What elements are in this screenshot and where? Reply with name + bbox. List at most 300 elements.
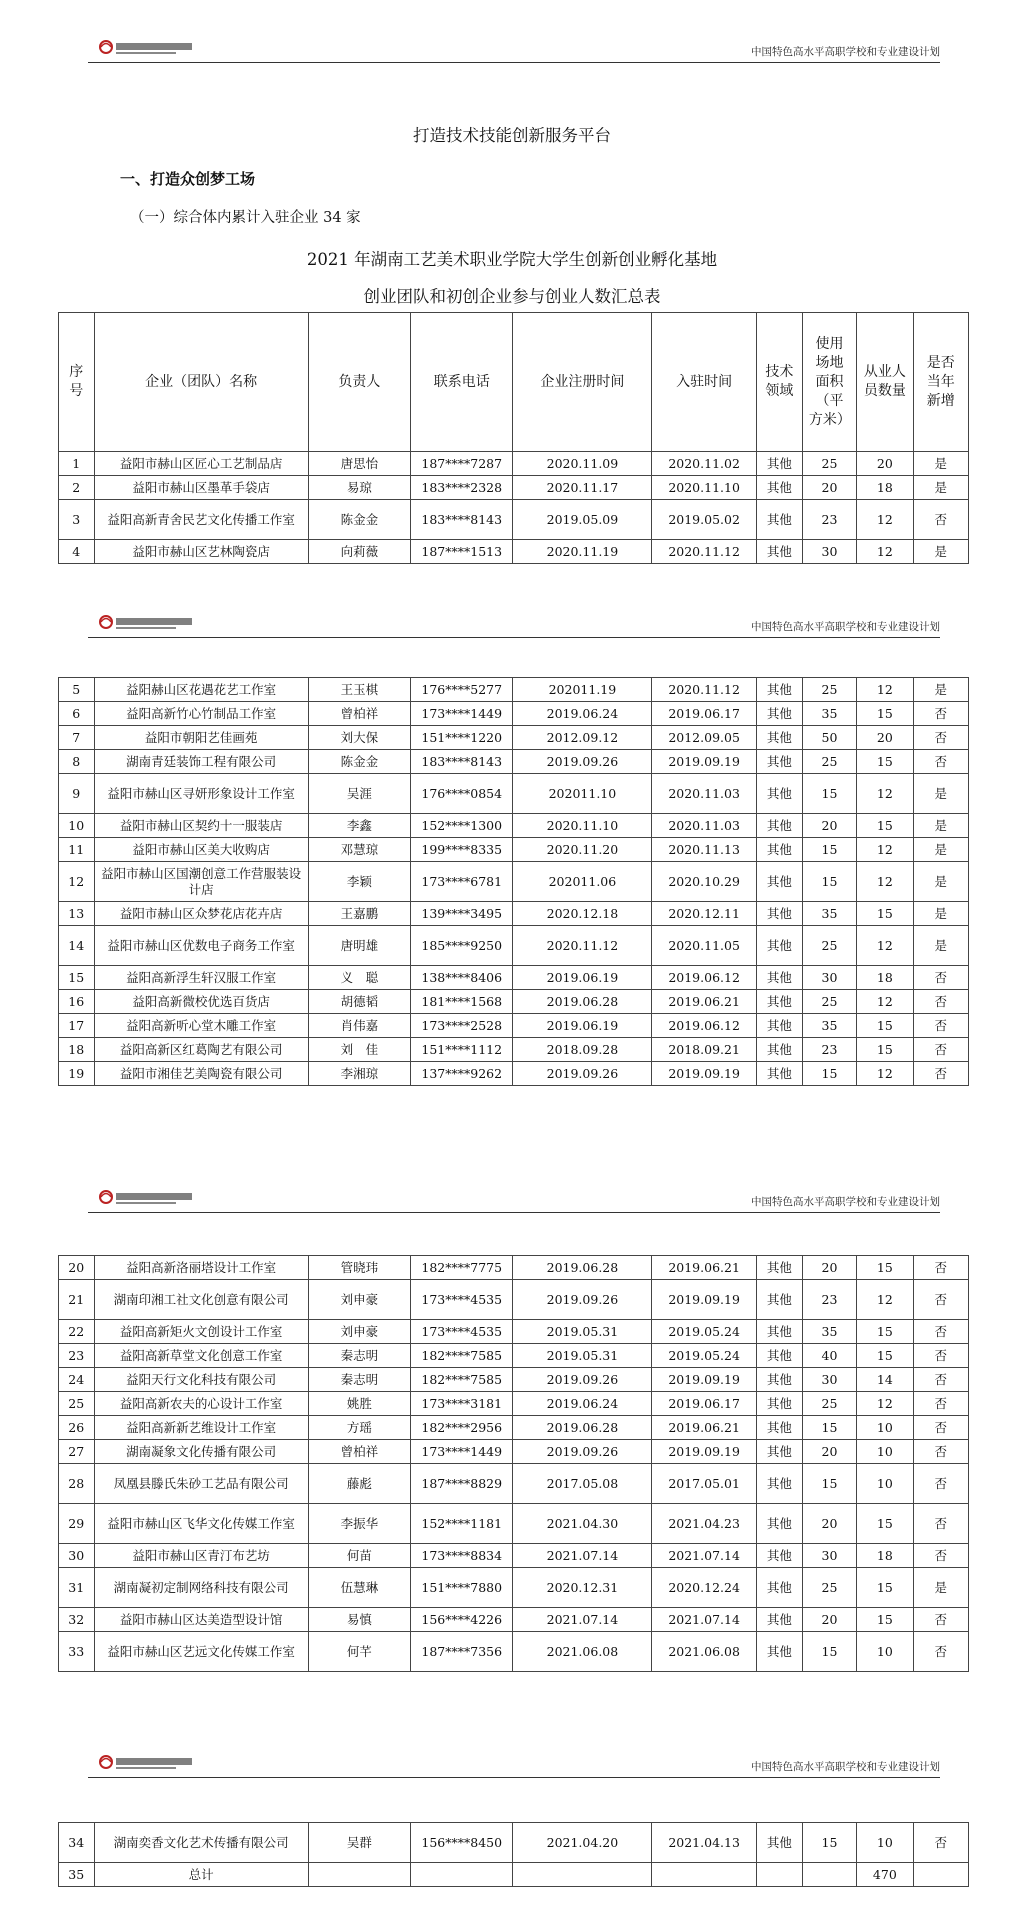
- seq-cell: 28: [59, 1464, 95, 1504]
- area-cell: 40: [802, 1344, 856, 1368]
- field-cell: 其他: [756, 862, 802, 902]
- join-date-cell: 2020.11.12: [652, 540, 756, 564]
- phone-cell: 181****1568: [411, 990, 513, 1014]
- field-cell: 其他: [756, 966, 802, 990]
- seq-cell: 31: [59, 1568, 95, 1608]
- col-header-join-date: 入驻时间: [652, 313, 756, 452]
- reg-date-cell: 2021.04.30: [513, 1504, 652, 1544]
- staff-cell: 14: [857, 1368, 913, 1392]
- owner-cell: 李颖: [308, 862, 410, 902]
- staff-cell: 15: [857, 1344, 913, 1368]
- company-name-cell: 益阳市赫山区国潮创意工作营服装设计店: [94, 862, 308, 902]
- company-name-cell: 益阳市赫山区艺林陶瓷店: [94, 540, 308, 564]
- seq-cell: 15: [59, 966, 95, 990]
- reg-date-cell: 2019.06.28: [513, 990, 652, 1014]
- document-title: 打造技术技能创新服务平台: [413, 126, 611, 145]
- header-rule: [88, 62, 940, 63]
- staff-cell: 18: [857, 476, 913, 500]
- table-body-4: [59, 1823, 969, 1887]
- reg-date-cell: 2020.11.20: [513, 838, 652, 862]
- new-cell: 否: [913, 1320, 968, 1344]
- staff-cell: 10: [857, 1440, 913, 1464]
- new-cell: 否: [913, 1416, 968, 1440]
- join-date-cell: 2019.06.17: [652, 702, 756, 726]
- staff-cell: 10: [857, 1632, 913, 1672]
- phone-cell: 199****8335: [411, 838, 513, 862]
- seq-cell: 5: [59, 678, 95, 702]
- table-row: [59, 1504, 969, 1544]
- join-date-cell: 2017.05.01: [652, 1464, 756, 1504]
- phone-cell: 138****8406: [411, 966, 513, 990]
- owner-cell: 秦志明: [308, 1368, 410, 1392]
- staff-cell: 10: [857, 1823, 913, 1863]
- company-name-cell: 益阳高新草堂文化创意工作室: [94, 1344, 308, 1368]
- company-name-cell: 益阳市赫山区青汀布艺坊: [94, 1544, 308, 1568]
- join-date-cell: 2019.09.19: [652, 750, 756, 774]
- phone-cell: 183****8143: [411, 750, 513, 774]
- seq-cell: 10: [59, 814, 95, 838]
- owner-cell: 李湘琼: [308, 1062, 410, 1086]
- join-date-cell: 2020.11.03: [652, 814, 756, 838]
- reg-date-cell: 2019.06.28: [513, 1256, 652, 1280]
- join-date-cell: 2020.12.24: [652, 1568, 756, 1608]
- join-date-cell: 2020.12.11: [652, 902, 756, 926]
- reg-date-cell: 2019.09.26: [513, 1368, 652, 1392]
- staff-cell: 10: [857, 1416, 913, 1440]
- field-cell: 其他: [756, 990, 802, 1014]
- table-row: [59, 726, 969, 750]
- field-cell: 其他: [756, 902, 802, 926]
- owner-cell: 邓慧琼: [308, 838, 410, 862]
- field-cell: 其他: [756, 476, 802, 500]
- new-cell: 否: [913, 1062, 968, 1086]
- reg-date-cell: 2019.09.26: [513, 1062, 652, 1086]
- table-row: [59, 1320, 969, 1344]
- join-date-cell: 2020.11.02: [652, 452, 756, 476]
- staff-cell: 12: [857, 540, 913, 564]
- col-header-staff: 从业人员数量: [857, 313, 913, 452]
- new-cell: 否: [913, 1464, 968, 1504]
- table-row: [59, 838, 969, 862]
- table-row: [59, 1280, 969, 1320]
- staff-cell: 12: [857, 990, 913, 1014]
- new-cell: 否: [913, 1014, 968, 1038]
- area-cell: 15: [802, 1416, 856, 1440]
- reg-date-cell: 2019.06.24: [513, 702, 652, 726]
- reg-date-cell: 2020.11.12: [513, 926, 652, 966]
- area-cell: 20: [802, 1256, 856, 1280]
- header-rule: [88, 637, 940, 638]
- join-date-cell: 2019.05.24: [652, 1344, 756, 1368]
- seq-cell: 27: [59, 1440, 95, 1464]
- seq-cell: 8: [59, 750, 95, 774]
- field-cell: 其他: [756, 814, 802, 838]
- header-right-text: 中国特色高水平高职学校和专业建设计划: [751, 1761, 940, 1773]
- startup-table-part-3: [58, 1255, 969, 1672]
- school-logo: [98, 1188, 196, 1208]
- phone-cell: 185****9250: [411, 926, 513, 966]
- owner-cell: 向莉薇: [308, 540, 410, 564]
- owner-cell: [308, 1863, 410, 1887]
- owner-cell: 曾柏祥: [308, 1440, 410, 1464]
- reg-date-cell: 2019.05.31: [513, 1320, 652, 1344]
- field-cell: 其他: [756, 926, 802, 966]
- area-cell: 15: [802, 1632, 856, 1672]
- seq-cell: 33: [59, 1632, 95, 1672]
- phone-cell: 173****3181: [411, 1392, 513, 1416]
- table-row: [59, 476, 969, 500]
- staff-cell: 10: [857, 1464, 913, 1504]
- col-header-name: 企业（团队）名称: [94, 313, 308, 452]
- phone-cell: 152****1181: [411, 1504, 513, 1544]
- staff-cell: 15: [857, 750, 913, 774]
- table-row: [59, 1863, 969, 1887]
- table-row: [59, 452, 969, 476]
- table-row: [59, 1344, 969, 1368]
- reg-date-cell: 2019.05.09: [513, 500, 652, 540]
- company-name-cell: 益阳市赫山区达美造型设计馆: [94, 1608, 308, 1632]
- staff-cell: 18: [857, 1544, 913, 1568]
- area-cell: [802, 1863, 856, 1887]
- field-cell: 其他: [756, 1038, 802, 1062]
- company-name-cell: 益阳市赫山区契约十一服装店: [94, 814, 308, 838]
- field-cell: 其他: [756, 540, 802, 564]
- area-cell: 30: [802, 966, 856, 990]
- company-name-cell: 总计: [94, 1863, 308, 1887]
- field-cell: 其他: [756, 1544, 802, 1568]
- reg-date-cell: 2020.11.19: [513, 540, 652, 564]
- area-cell: 23: [802, 1280, 856, 1320]
- table-row: [59, 1544, 969, 1568]
- table-body-2: [59, 678, 969, 1086]
- phone-cell: 139****3495: [411, 902, 513, 926]
- area-cell: 25: [802, 1568, 856, 1608]
- new-cell: 是: [913, 838, 968, 862]
- page-header-4: [88, 1747, 940, 1787]
- phone-cell: 151****7880: [411, 1568, 513, 1608]
- owner-cell: 义 聪: [308, 966, 410, 990]
- seq-cell: 2: [59, 476, 95, 500]
- reg-date-cell: 202011.19: [513, 678, 652, 702]
- table-body-3: [59, 1256, 969, 1672]
- seq-cell: 29: [59, 1504, 95, 1544]
- table-row: [59, 702, 969, 726]
- area-cell: 35: [802, 902, 856, 926]
- new-cell: 否: [913, 1440, 968, 1464]
- owner-cell: 何苗: [308, 1544, 410, 1568]
- area-cell: 15: [802, 1823, 856, 1863]
- owner-cell: 何芊: [308, 1632, 410, 1672]
- table-row: [59, 926, 969, 966]
- company-name-cell: 益阳市朝阳艺佳画苑: [94, 726, 308, 750]
- new-cell: 否: [913, 702, 968, 726]
- reg-date-cell: 2019.05.31: [513, 1344, 652, 1368]
- join-date-cell: 2019.06.17: [652, 1392, 756, 1416]
- company-name-cell: 湖南凝初定制网络科技有限公司: [94, 1568, 308, 1608]
- company-name-cell: 益阳高新矩火文创设计工作室: [94, 1320, 308, 1344]
- company-name-cell: 湖南凝象文化传播有限公司: [94, 1440, 308, 1464]
- field-cell: 其他: [756, 1608, 802, 1632]
- phone-cell: 183****8143: [411, 500, 513, 540]
- table-row: [59, 990, 969, 1014]
- owner-cell: 陈金金: [308, 500, 410, 540]
- staff-cell: 15: [857, 1504, 913, 1544]
- seq-cell: 26: [59, 1416, 95, 1440]
- join-date-cell: 2021.04.13: [652, 1823, 756, 1863]
- phone-cell: 173****4535: [411, 1320, 513, 1344]
- new-cell: 否: [913, 750, 968, 774]
- company-name-cell: 益阳市赫山区美大收购店: [94, 838, 308, 862]
- area-cell: 15: [802, 838, 856, 862]
- owner-cell: 吴群: [308, 1823, 410, 1863]
- phone-cell: 183****2328: [411, 476, 513, 500]
- page-header-2: [88, 607, 940, 647]
- table-row: [59, 862, 969, 902]
- table-row: [59, 1568, 969, 1608]
- owner-cell: 刘申豪: [308, 1320, 410, 1344]
- owner-cell: 唐思怡: [308, 452, 410, 476]
- owner-cell: 藤彪: [308, 1464, 410, 1504]
- field-cell: 其他: [756, 1014, 802, 1038]
- staff-cell: 15: [857, 814, 913, 838]
- table-row: [59, 1464, 969, 1504]
- field-cell: 其他: [756, 1504, 802, 1544]
- reg-date-cell: 2021.06.08: [513, 1632, 652, 1672]
- join-date-cell: 2012.09.05: [652, 726, 756, 750]
- field-cell: 其他: [756, 1368, 802, 1392]
- new-cell: 是: [913, 678, 968, 702]
- seq-cell: 19: [59, 1062, 95, 1086]
- reg-date-cell: 2021.04.20: [513, 1823, 652, 1863]
- owner-cell: 吴涯: [308, 774, 410, 814]
- join-date-cell: 2019.06.21: [652, 1256, 756, 1280]
- table-body-1: [59, 452, 969, 564]
- company-name-cell: 益阳市湘佳艺美陶瓷有限公司: [94, 1062, 308, 1086]
- table-title-line-2: 创业团队和初创企业参与创业人数汇总表: [363, 287, 661, 306]
- reg-date-cell: 202011.10: [513, 774, 652, 814]
- seq-cell: 6: [59, 702, 95, 726]
- join-date-cell: 2019.06.12: [652, 1014, 756, 1038]
- owner-cell: 王玉棋: [308, 678, 410, 702]
- owner-cell: 方瑶: [308, 1416, 410, 1440]
- header-right-text: 中国特色高水平高职学校和专业建设计划: [751, 1196, 940, 1208]
- reg-date-cell: 2020.11.17: [513, 476, 652, 500]
- area-cell: 25: [802, 750, 856, 774]
- startup-table-part-1: [58, 312, 969, 564]
- phone-cell: 151****1220: [411, 726, 513, 750]
- new-cell: 否: [913, 1392, 968, 1416]
- table-row: [59, 1368, 969, 1392]
- new-cell: 否: [913, 1344, 968, 1368]
- join-date-cell: 2021.07.14: [652, 1544, 756, 1568]
- company-name-cell: 益阳市赫山区墨革手袋店: [94, 476, 308, 500]
- field-cell: 其他: [756, 726, 802, 750]
- owner-cell: 易慎: [308, 1608, 410, 1632]
- table-row: [59, 1038, 969, 1062]
- table-row: [59, 966, 969, 990]
- reg-date-cell: 2020.11.09: [513, 452, 652, 476]
- startup-table-part-2: [58, 677, 969, 1086]
- staff-cell: 12: [857, 838, 913, 862]
- field-cell: 其他: [756, 1416, 802, 1440]
- area-cell: 20: [802, 1440, 856, 1464]
- phone-cell: 156****8450: [411, 1823, 513, 1863]
- table-row: [59, 814, 969, 838]
- staff-cell: 12: [857, 1062, 913, 1086]
- company-name-cell: 益阳市赫山区众梦花店花卉店: [94, 902, 308, 926]
- new-cell: 否: [913, 1368, 968, 1392]
- table-row: [59, 1632, 969, 1672]
- phone-cell: 176****5277: [411, 678, 513, 702]
- table-row: [59, 1014, 969, 1038]
- new-cell: 是: [913, 862, 968, 902]
- join-date-cell: 2019.09.19: [652, 1062, 756, 1086]
- join-date-cell: 2019.06.21: [652, 990, 756, 1014]
- join-date-cell: 2021.04.23: [652, 1504, 756, 1544]
- field-cell: 其他: [756, 750, 802, 774]
- join-date-cell: 2019.09.19: [652, 1440, 756, 1464]
- new-cell: 否: [913, 1256, 968, 1280]
- field-cell: 其他: [756, 452, 802, 476]
- col-header-owner: 负责人: [308, 313, 410, 452]
- phone-cell: 151****1112: [411, 1038, 513, 1062]
- join-date-cell: 2019.09.19: [652, 1368, 756, 1392]
- new-cell: 否: [913, 726, 968, 750]
- owner-cell: 易琼: [308, 476, 410, 500]
- table-row: [59, 1392, 969, 1416]
- reg-date-cell: 2019.06.28: [513, 1416, 652, 1440]
- header-rule: [88, 1777, 940, 1778]
- area-cell: 15: [802, 862, 856, 902]
- new-cell: 否: [913, 1544, 968, 1568]
- phone-cell: 173****8834: [411, 1544, 513, 1568]
- area-cell: 30: [802, 1544, 856, 1568]
- join-date-cell: 2020.10.29: [652, 862, 756, 902]
- owner-cell: 刘申豪: [308, 1280, 410, 1320]
- startup-table-part-4: [58, 1822, 969, 1887]
- seq-cell: 1: [59, 452, 95, 476]
- col-header-reg-date: 企业注册时间: [513, 313, 652, 452]
- table-row: [59, 1823, 969, 1863]
- new-cell: 是: [913, 926, 968, 966]
- col-header-new: 是否当年新增: [913, 313, 968, 452]
- phone-cell: 182****2956: [411, 1416, 513, 1440]
- area-cell: 20: [802, 814, 856, 838]
- company-name-cell: 益阳市赫山区优数电子商务工作室: [94, 926, 308, 966]
- section-title: 一、打造众创梦工场: [120, 170, 256, 188]
- new-cell: 是: [913, 814, 968, 838]
- new-cell: 是: [913, 902, 968, 926]
- school-logo: [98, 38, 196, 58]
- phone-cell: 176****0854: [411, 774, 513, 814]
- field-cell: 其他: [756, 1823, 802, 1863]
- staff-cell: 15: [857, 702, 913, 726]
- owner-cell: 秦志明: [308, 1344, 410, 1368]
- seq-cell: 17: [59, 1014, 95, 1038]
- phone-cell: 187****8829: [411, 1464, 513, 1504]
- seq-cell: 34: [59, 1823, 95, 1863]
- phone-cell: 137****9262: [411, 1062, 513, 1086]
- header-right-text: 中国特色高水平高职学校和专业建设计划: [751, 46, 940, 58]
- field-cell: 其他: [756, 1632, 802, 1672]
- table-row: [59, 540, 969, 564]
- seq-cell: 21: [59, 1280, 95, 1320]
- col-header-field: 技术领域: [756, 313, 802, 452]
- owner-cell: 王嘉鹏: [308, 902, 410, 926]
- staff-cell: 15: [857, 1608, 913, 1632]
- table-row: [59, 1062, 969, 1086]
- seq-cell: 3: [59, 500, 95, 540]
- phone-cell: 173****6781: [411, 862, 513, 902]
- area-cell: 25: [802, 990, 856, 1014]
- area-cell: 30: [802, 1368, 856, 1392]
- table-row: [59, 1608, 969, 1632]
- area-cell: 50: [802, 726, 856, 750]
- header-right-text: 中国特色高水平高职学校和专业建设计划: [751, 621, 940, 633]
- phone-cell: 173****1449: [411, 1440, 513, 1464]
- owner-cell: 伍慧琳: [308, 1568, 410, 1608]
- field-cell: 其他: [756, 678, 802, 702]
- phone-cell: 152****1300: [411, 814, 513, 838]
- new-cell: 是: [913, 452, 968, 476]
- col-header-phone: 联系电话: [411, 313, 513, 452]
- staff-cell: 15: [857, 1568, 913, 1608]
- staff-cell: 15: [857, 1256, 913, 1280]
- area-cell: 20: [802, 1504, 856, 1544]
- join-date-cell: 2019.06.21: [652, 1416, 756, 1440]
- join-date-cell: [652, 1863, 756, 1887]
- field-cell: 其他: [756, 702, 802, 726]
- field-cell: 其他: [756, 1280, 802, 1320]
- staff-cell: 18: [857, 966, 913, 990]
- phone-cell: 173****2528: [411, 1014, 513, 1038]
- table-row: [59, 500, 969, 540]
- reg-date-cell: 2021.07.14: [513, 1608, 652, 1632]
- seq-cell: 25: [59, 1392, 95, 1416]
- seq-cell: 30: [59, 1544, 95, 1568]
- company-name-cell: 益阳高新竹心竹制品工作室: [94, 702, 308, 726]
- area-cell: 25: [802, 1392, 856, 1416]
- seq-cell: 7: [59, 726, 95, 750]
- table-row: [59, 1416, 969, 1440]
- new-cell: 是: [913, 1568, 968, 1608]
- staff-cell: 20: [857, 726, 913, 750]
- staff-cell: 12: [857, 678, 913, 702]
- area-cell: 25: [802, 926, 856, 966]
- col-header-area: 使用场地面积（平方米）: [802, 313, 856, 452]
- join-date-cell: 2020.11.05: [652, 926, 756, 966]
- school-logo: [98, 1753, 196, 1773]
- field-cell: 其他: [756, 1062, 802, 1086]
- phone-cell: 156****4226: [411, 1608, 513, 1632]
- seq-cell: 16: [59, 990, 95, 1014]
- staff-cell: 15: [857, 1014, 913, 1038]
- seq-cell: 9: [59, 774, 95, 814]
- company-name-cell: 益阳高新青舍民艺文化传播工作室: [94, 500, 308, 540]
- reg-date-cell: 2019.09.26: [513, 1440, 652, 1464]
- staff-cell: 12: [857, 500, 913, 540]
- area-cell: 23: [802, 500, 856, 540]
- new-cell: 否: [913, 990, 968, 1014]
- new-cell: 是: [913, 540, 968, 564]
- join-date-cell: 2021.06.08: [652, 1632, 756, 1672]
- new-cell: 否: [913, 1280, 968, 1320]
- area-cell: 23: [802, 1038, 856, 1062]
- header-rule: [88, 1212, 940, 1213]
- staff-cell: 12: [857, 1392, 913, 1416]
- new-cell: 否: [913, 500, 968, 540]
- col-header-seq: 序号: [59, 313, 95, 452]
